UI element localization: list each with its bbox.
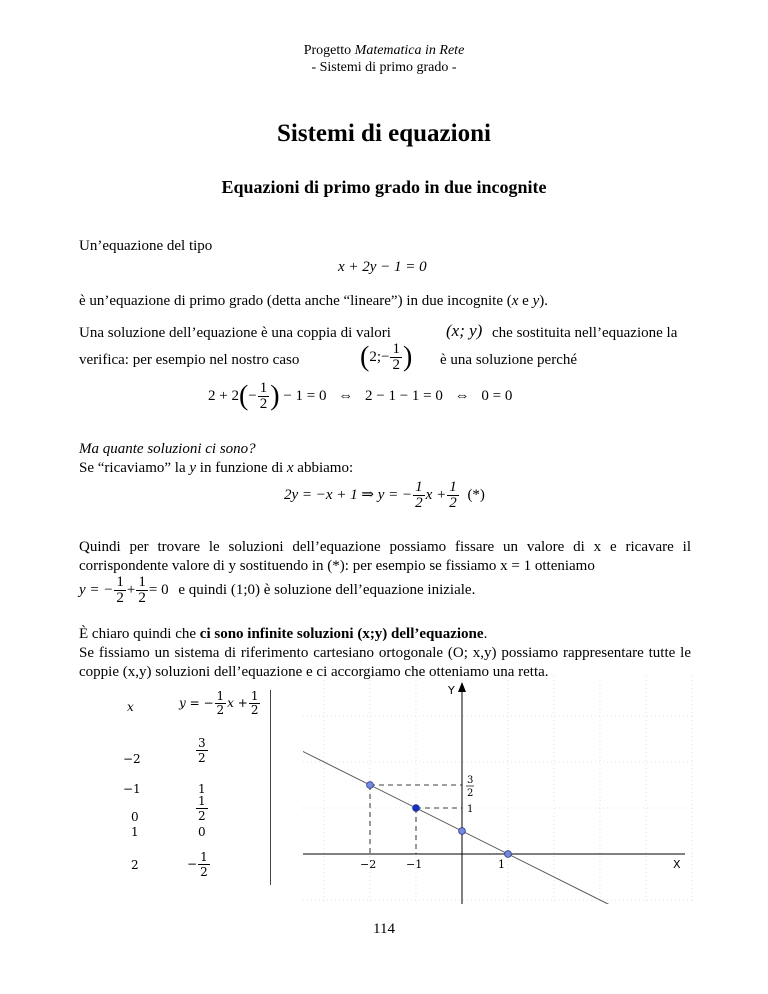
verifica-text-a: verifica: per esempio nel nostro caso: [79, 352, 300, 368]
y-tick-label: 2: [467, 788, 474, 799]
header-chapter: - Sistemi di primo grado -: [311, 60, 457, 75]
solution-point: [367, 782, 374, 789]
verification-equation: 2 + 2(− $\frac{1}{2}$ ) − 1 = 0 ⇔ 2 − 1 − 1 = 0 ⇔ 0 = 0: [208, 380, 513, 412]
table-header-y: y = − $\frac{1}{2}$ x + $\frac{1}{2}$: [179, 689, 259, 717]
header-project-name: Matematica in Rete: [354, 43, 465, 58]
infinite-text: È chiaro quindi che ci sono infinite soluzioni (x;y) dell’equazione.: [79, 626, 488, 642]
ricaviamo-text: Se “ricaviamo” la y in funzione di x abbiamo:: [79, 460, 354, 476]
quindi-text: Quindi per trovare le soluzioni dell’equazione possiamo fissare un valore di x e ricavare il corrispondente valore di y sostituendo in (*): per esempio se fissiamo x = 1 otteniamo: [79, 539, 691, 574]
table-row-x: −2: [123, 752, 141, 766]
solution-pair: (x; y): [446, 321, 483, 340]
page-title: Sistemi di equazioni: [277, 120, 491, 147]
table-row-x: 1: [131, 825, 139, 839]
verifica-text-b: è una soluzione perché: [440, 352, 578, 368]
solution-point: [413, 805, 420, 812]
solution-text-b: che sostituita nell’equazione la: [492, 325, 678, 341]
x-axis-label: X: [673, 858, 681, 871]
x-tick-label: −2: [360, 858, 377, 871]
y-tick-label: 1: [467, 804, 474, 815]
table-row-x: −1: [123, 782, 141, 796]
table-header-x: x: [127, 700, 134, 714]
y-axis-label: Y: [448, 684, 455, 697]
table-row-y: $\frac{3}{2}$: [198, 736, 206, 765]
lineare-text: è un’equazione di primo grado (detta anche “lineare”) in due incognite (x e y).: [79, 293, 548, 309]
y-axis-arrow: [458, 682, 466, 692]
table-row-y: 1: [198, 782, 206, 796]
y-tick-label: 3: [467, 775, 474, 786]
cartesian-text: Se fissiamo un sistema di riferimento cartesiano ortogonale (O; x,y) possiamo rappresentare tutte le coppie (x,y) soluzioni dell’equazione e ci accorgiamo che otteniamo una retta.: [79, 645, 691, 680]
example-line: y = − $\frac{1}{2}$ + $\frac{1}{2}$ = 0 e quindi (1;0) è soluzione dell’equazione iniziale.: [79, 574, 476, 606]
intro-text: Un’equazione del tipo: [79, 238, 213, 254]
header-project-label: Progetto: [303, 43, 355, 58]
section-title: Equazioni di primo grado in due incognite: [221, 177, 547, 197]
cartesian-plot: [303, 676, 695, 904]
solution-line: [303, 751, 646, 905]
x-tick-label: 1: [498, 858, 505, 871]
table-row-x: 0: [131, 810, 139, 824]
solution-text-a: Una soluzione dell’equazione è una coppia di valori: [79, 325, 391, 341]
table-row-y: 0: [198, 825, 206, 839]
table-row-y: − $\frac{1}{2}$: [187, 850, 208, 879]
solution-point: [505, 851, 512, 858]
verifica-pair: (2;− $\frac{1}{2}$ ): [360, 341, 413, 373]
table-row-y: $\frac{1}{2}$: [198, 794, 206, 823]
equation-main: x + 2y − 1 = 0: [338, 259, 427, 275]
question-text: Ma quante soluzioni ci sono?: [79, 441, 256, 457]
page-number: 114: [373, 921, 395, 937]
value-table: [105, 690, 275, 890]
solve-equation: 2y = −x + 1 ⇒ y = − $\frac{1}{2}$ x + $\frac{1}{2}$ (*): [284, 479, 485, 511]
x-tick-label: −1: [406, 858, 423, 871]
table-row-x: 2: [131, 858, 139, 872]
table-divider: [270, 690, 271, 885]
solution-point: [459, 828, 466, 835]
page-header: [0, 42, 768, 59]
